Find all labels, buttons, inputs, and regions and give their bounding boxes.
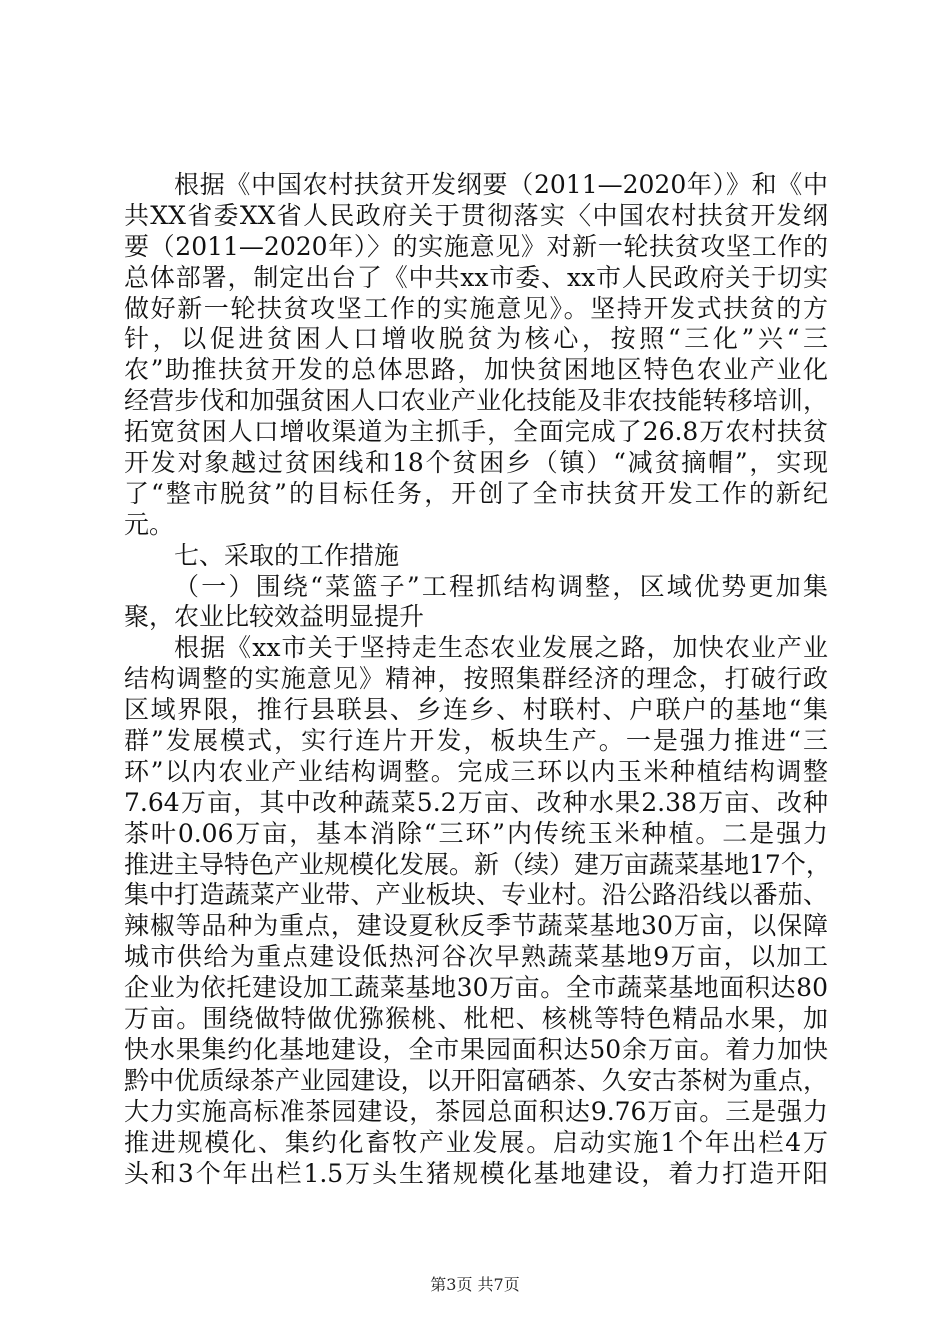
text-line: 城市供给为重点建设低热河谷次早熟蔬菜基地9万亩，以加工 (124, 942, 828, 972)
text-line: 推进规模化、集约化畜牧产业发展。启动实施1个年出栏4万 (124, 1127, 828, 1157)
text-line: 辣椒等品种为重点，建设夏秋反季节蔬菜基地30万亩，以保障 (124, 911, 828, 941)
section-heading: 七、采取的工作措施 (174, 540, 400, 570)
text-line: 群”发展模式，实行连片开发，板块生产。一是强力推进“三 (124, 726, 828, 756)
text-line: 茶叶0.06万亩，基本消除“三环”内传统玉米种植。二是强力 (124, 818, 828, 848)
subsection-heading: 聚，农业比较效益明显提升 (124, 602, 425, 632)
text-line: 元。 (124, 509, 175, 539)
text-line: 拓宽贫困人口增收渠道为主抓手，全面完成了26.8万农村扶贫 (124, 417, 828, 447)
subsection-heading: （一）围绕“菜篮子”工程抓结构调整，区域优势更加集 (174, 571, 828, 601)
text-line: 推进主导特色产业规模化发展。新（续）建万亩蔬菜基地17个， (124, 849, 831, 879)
text-line: 企业为依托建设加工蔬菜基地30万亩。全市蔬菜基地面积达80 (124, 973, 828, 1003)
text-line: 了“整市脱贫”的目标任务，开创了全市扶贫开发工作的新纪 (124, 478, 828, 508)
text-line: 开发对象越过贫困线和18个贫困乡（镇）“减贫摘帽”，实现 (124, 448, 828, 478)
text-line: 环”以内农业产业结构调整。完成三环以内玉米种植结构调整 (124, 756, 828, 786)
text-line: 共XX省委XX省人民政府关于贯彻落实〈中国农村扶贫开发纲 (124, 200, 828, 230)
text-line: 结构调整的实施意见》精神，按照集群经济的理念，打破行政 (124, 664, 828, 694)
text-line: 区域界限，推行县联县、乡连乡、村联村、户联户的基地“集 (124, 695, 828, 725)
text-line: 做好新一轮扶贫攻坚工作的实施意见》。坚持开发式扶贫的方 (124, 293, 828, 323)
text-line: 总体部署，制定出台了《中共xx市委、xx市人民政府关于切实 (124, 262, 828, 292)
text-line: 根据《xx市关于坚持走生态农业发展之路，加快农业产业 (174, 633, 828, 663)
text-line: 根据《中国农村扶贫开发纲要（2011—2020年）》和《中 (174, 170, 828, 199)
text-line: 要（2011—2020年）〉的实施意见》对新一轮扶贫攻坚工作的 (124, 231, 828, 261)
text-line: 大力实施高标准茶园建设，茶园总面积达9.76万亩。三是强力 (124, 1096, 828, 1126)
text-line: 经营步伐和加强贫困人口农业产业化技能及非农技能转移培训， (124, 386, 828, 416)
text-line: 快水果集约化基地建设，全市果园面积达50余万亩。着力加快 (124, 1034, 828, 1064)
text-line: 集中打造蔬菜产业带、产业板块、专业村。沿公路沿线以番茄、 (124, 880, 828, 910)
text-line: 黔中优质绿茶产业园建设，以开阳富硒茶、久安古茶树为重点， (124, 1065, 828, 1095)
body-text (124, 170, 831, 1189)
text-line: 农”助推扶贫开发的总体思路，加快贫困地区特色农业产业化 (124, 355, 828, 385)
text-line: 头和3个年出栏1.5万头生猪规模化基地建设，着力打造开阳 (124, 1158, 828, 1188)
text-line: 7.64万亩，其中改种蔬菜5.2万亩、改种水果2.38万亩、改种 (124, 787, 828, 817)
page-number: 第3页 共7页 (430, 1275, 520, 1294)
text-line: 针，以促进贫困人口增收脱贫为核心，按照“三化”兴“三 (124, 324, 828, 354)
text-line: 万亩。围绕做特做优猕猴桃、枇杷、核桃等特色精品水果，加 (124, 1004, 828, 1034)
